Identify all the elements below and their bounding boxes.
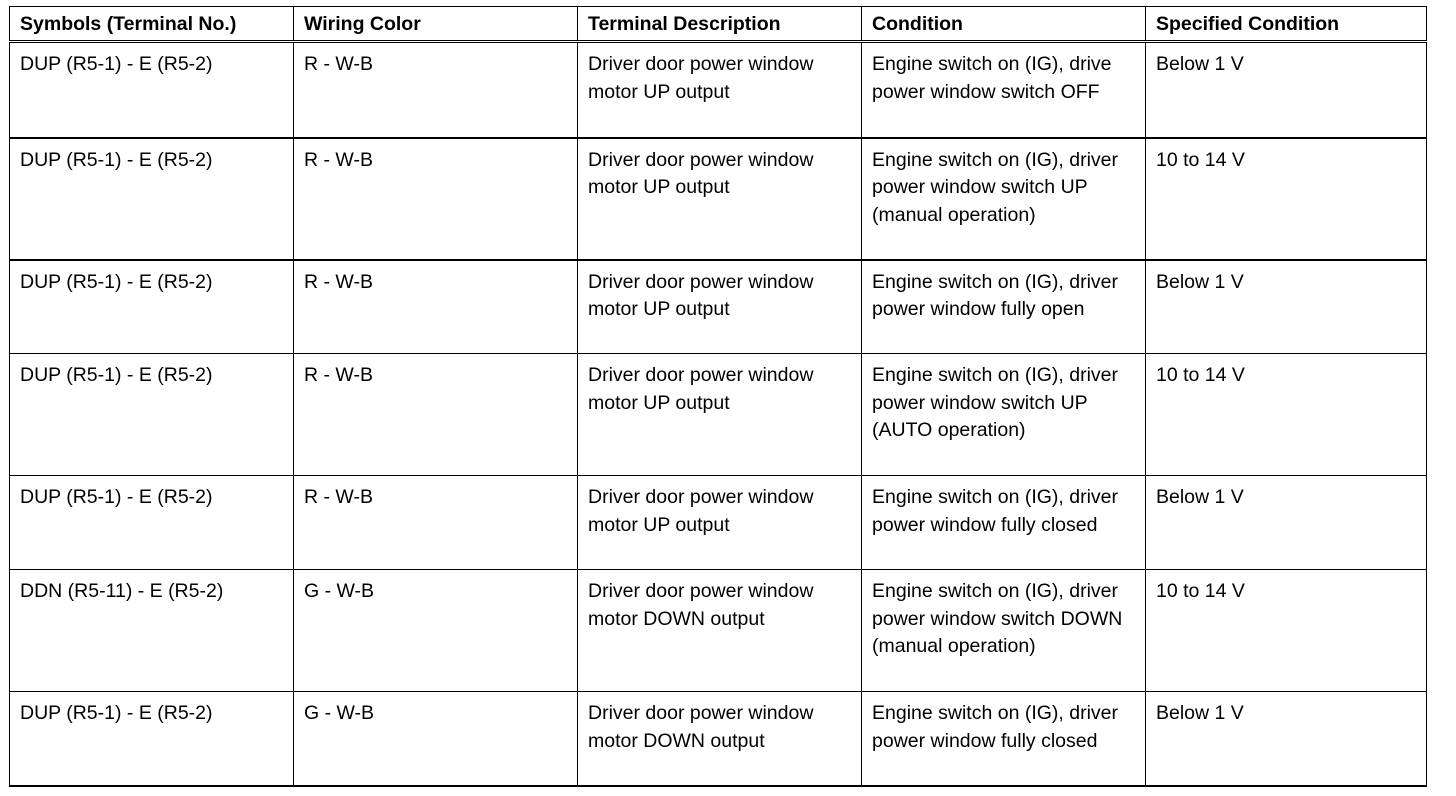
cell-symbols: DUP (R5-1) - E (R5-2) — [10, 260, 294, 354]
table-row — [10, 138, 1427, 260]
cell-wiring-color: R - W-B — [294, 354, 578, 476]
cell-description: Driver door power window motor UP output — [578, 260, 862, 354]
cell-description: Driver door power window motor DOWN output — [578, 692, 862, 786]
cell-symbols: DUP (R5-1) - E (R5-2) — [10, 354, 294, 476]
header-specified-condition: Specified Condition — [1146, 7, 1427, 42]
header-row — [10, 7, 1427, 42]
cell-wiring-color: G - W-B — [294, 692, 578, 786]
cell-description: Driver door power window motor UP output — [578, 354, 862, 476]
cell-wiring-color: G - W-B — [294, 570, 578, 692]
cell-condition: Engine switch on (IG), driver power window fully open — [862, 260, 1146, 354]
table-body — [10, 42, 1427, 786]
cell-wiring-color: R - W-B — [294, 476, 578, 570]
cell-specified: Below 1 V — [1146, 42, 1427, 138]
cell-condition: Engine switch on (IG), driver power window switch UP (AUTO operation) — [862, 354, 1146, 476]
header-terminal-description: Terminal Description — [578, 7, 862, 42]
table-row — [10, 692, 1427, 786]
cell-specified: Below 1 V — [1146, 692, 1427, 786]
cell-condition: Engine switch on (IG), driver power window switch DOWN (manual operation) — [862, 570, 1146, 692]
cell-specified: 10 to 14 V — [1146, 354, 1427, 476]
table-row — [10, 42, 1427, 138]
header-wiring-color: Wiring Color — [294, 7, 578, 42]
cell-wiring-color: R - W-B — [294, 42, 578, 138]
cell-condition: Engine switch on (IG), driver power window fully closed — [862, 692, 1146, 786]
cell-specified: Below 1 V — [1146, 476, 1427, 570]
cell-symbols: DUP (R5-1) - E (R5-2) — [10, 476, 294, 570]
table-row — [10, 354, 1427, 476]
cell-description: Driver door power window motor UP output — [578, 138, 862, 260]
cell-symbols: DUP (R5-1) - E (R5-2) — [10, 692, 294, 786]
table-header — [10, 7, 1427, 42]
table-row — [10, 476, 1427, 570]
cell-symbols: DUP (R5-1) - E (R5-2) — [10, 42, 294, 138]
cell-wiring-color: R - W-B — [294, 260, 578, 354]
cell-wiring-color: R - W-B — [294, 138, 578, 260]
terminal-spec-table — [9, 6, 1427, 787]
table-row — [10, 570, 1427, 692]
cell-description: Driver door power window motor DOWN output — [578, 570, 862, 692]
cell-symbols: DDN (R5-11) - E (R5-2) — [10, 570, 294, 692]
cell-condition: Engine switch on (IG), drive power window switch OFF — [862, 42, 1146, 138]
cell-condition: Engine switch on (IG), driver power window fully closed — [862, 476, 1146, 570]
cell-description: Driver door power window motor UP output — [578, 476, 862, 570]
cell-symbols: DUP (R5-1) - E (R5-2) — [10, 138, 294, 260]
cell-specified: 10 to 14 V — [1146, 570, 1427, 692]
cell-description: Driver door power window motor UP output — [578, 42, 862, 138]
header-condition: Condition — [862, 7, 1146, 42]
header-symbols: Symbols (Terminal No.) — [10, 7, 294, 42]
cell-specified: Below 1 V — [1146, 260, 1427, 354]
cell-condition: Engine switch on (IG), driver power window switch UP (manual operation) — [862, 138, 1146, 260]
cell-specified: 10 to 14 V — [1146, 138, 1427, 260]
table-row — [10, 260, 1427, 354]
